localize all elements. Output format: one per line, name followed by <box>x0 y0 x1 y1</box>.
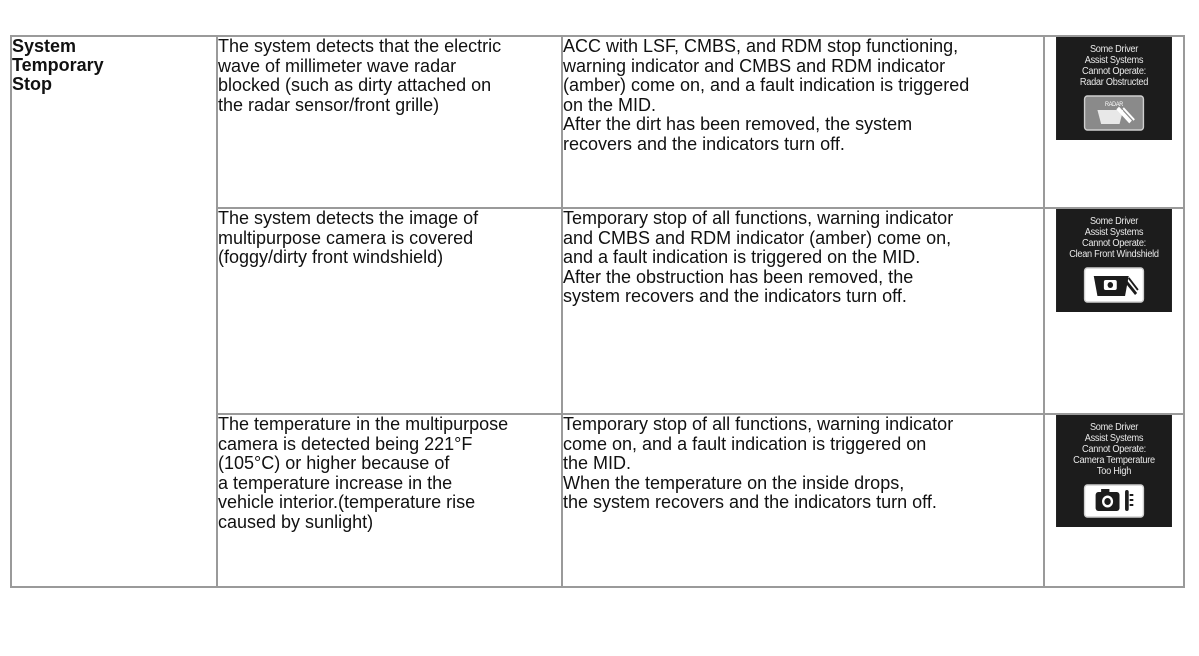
category-line: Stop <box>12 74 52 94</box>
condition-text: The system detects that the electric wave of millimeter wave radar blocked (such as dirty attached on the radar sensor/front grille) <box>218 36 502 115</box>
mid-display <box>1056 415 1172 527</box>
condition-text: The temperature in the multipurpose camera is detected being 221°F (105°C) or higher because of a temperature increase in the vehicle interior.(temperature rise caused by sunlight) <box>218 414 509 532</box>
result-cell <box>562 208 1044 414</box>
table-row <box>11 36 1184 208</box>
fault-table <box>10 35 1185 588</box>
radar-obstructed-icon <box>1083 94 1146 132</box>
result-text: Temporary stop of all functions, warning indicator and CMBS and RDM indicator (amber) come on, and a fault indication is triggered on the MID. After the obstruction has been removed, the system recovers and the indicators turn off. <box>563 208 954 307</box>
mid-display <box>1056 37 1172 140</box>
camera-windshield-icon <box>1083 266 1146 304</box>
condition-cell <box>217 414 562 587</box>
mid-message-cell <box>1044 208 1184 414</box>
mid-message-cell <box>1044 36 1184 208</box>
result-text: ACC with LSF, CMBS, and RDM stop functioning, warning indicator and CMBS and RDM indicator (amber) come on, and a fault indication is triggered on the MID. After the dirt has been removed, the system recovers and the indicators turn off. <box>563 36 970 154</box>
radar-icon-label: RADAR <box>1105 101 1123 109</box>
mid-message-text: Some Driver Assist Systems Cannot Operate: Camera Temperature Too High <box>1073 422 1155 477</box>
category-line: Temporary <box>12 55 104 75</box>
condition-text: The system detects the image of multipurpose camera is covered (foggy/dirty front windshield) <box>218 208 479 268</box>
result-cell <box>562 414 1044 587</box>
result-cell <box>562 36 1044 208</box>
mid-message-cell <box>1044 414 1184 587</box>
condition-cell <box>217 36 562 208</box>
mid-message-text: Some Driver Assist Systems Cannot Operate: Clean Front Windshield <box>1069 216 1159 260</box>
category-line: System <box>12 36 77 56</box>
category-cell <box>11 36 217 587</box>
mid-message-text: Some Driver Assist Systems Cannot Operate: Radar Obstructed <box>1079 44 1149 88</box>
mid-display <box>1056 209 1172 312</box>
camera-temperature-icon <box>1083 483 1146 519</box>
result-text: Temporary stop of all functions, warning indicator come on, and a fault indication is triggered on the MID. When the temperature on the inside drops, the system recovers and the indicators turn off. <box>563 414 954 513</box>
condition-cell <box>217 208 562 414</box>
